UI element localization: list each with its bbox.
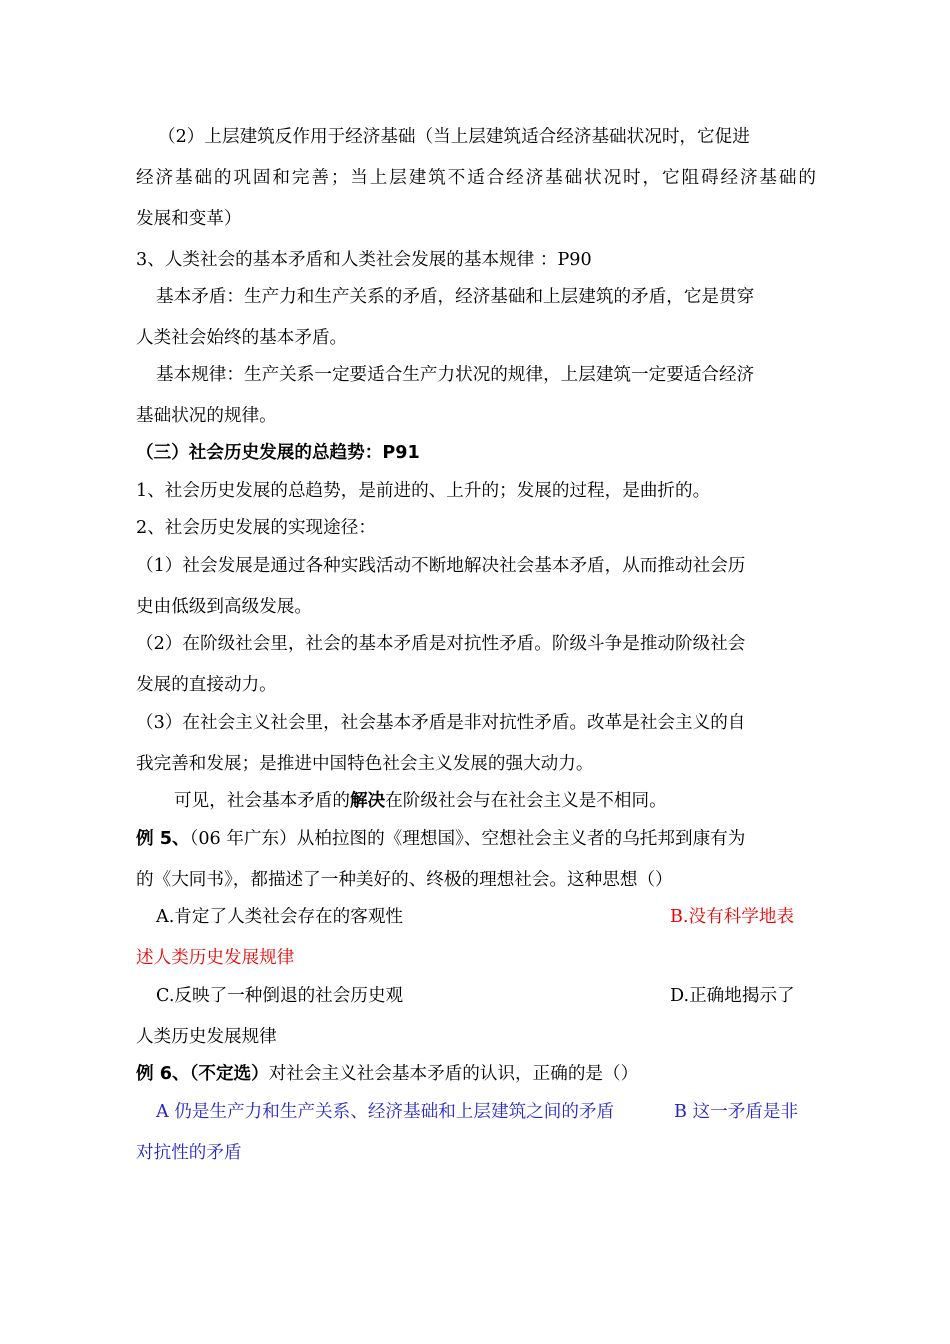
emphasis-text: 解决: [349, 791, 386, 811]
option-b-continued: 对抗性的矛盾: [136, 1143, 242, 1163]
example-label: 例 6、（不定选）: [136, 1064, 269, 1084]
option-row: [136, 1100, 816, 1124]
text-run: 在阶级社会与在社会主义是不相同。: [385, 791, 667, 811]
option-b-answer: B 这一矛盾是非: [674, 1102, 799, 1122]
text-run: 可见，社会基本矛盾的: [174, 791, 350, 811]
text-line: 2、社会历史发展的实现途径：: [136, 518, 376, 538]
section-heading: 3、人类社会的基本矛盾和人类社会发展的基本规律 ：P90: [136, 250, 592, 270]
section-heading: （三）社会历史发展的总趋势：P91: [136, 443, 420, 463]
text-line: 我完善和发展；是推进中国特色社会主义发展的强大动力。: [136, 754, 594, 774]
text-line: 基本矛盾：生产力和生产关系的矛盾，经济基础和上层建筑的矛盾，它是贯穿: [156, 287, 755, 307]
example-question: [136, 827, 816, 851]
text-line: 发展的直接动力。: [136, 675, 277, 695]
text-line: 的《大同书》，都描述了一种美好的、终极的理想社会。这种思想（）: [136, 870, 673, 890]
option-b-answer: B.没有科学地表: [670, 907, 795, 927]
text-run: （06 年广东）从柏拉图的《理想国》、空想社会主义者的乌托邦到康有为: [189, 829, 746, 849]
text-line: 基础状况的规律。: [136, 406, 277, 426]
text-line: 史由低级到高级发展。: [136, 597, 312, 617]
option-b-continued: 述人类历史发展规律: [136, 948, 295, 968]
text-line: [136, 789, 816, 813]
option-c: C.反映了一种倒退的社会历史观: [156, 986, 404, 1006]
text-line: 经济基础的巩固和完善；当上层建筑不适合经济基础状况时，它阻碍经济基础的: [136, 168, 816, 188]
text-line: 发展和变革）: [136, 209, 242, 229]
option-a-answer: A 仍是生产力和生产关系、经济基础和上层建筑之间的矛盾: [156, 1102, 615, 1122]
text-line: 1、社会历史发展的总趋势，是前进的、上升的；发展的过程，是曲折的。: [136, 481, 711, 501]
text-line: （3）在社会主义社会里，社会基本矛盾是非对抗性矛盾。改革是社会主义的自: [136, 713, 746, 733]
option-d-continued: 人类历史发展规律: [136, 1027, 277, 1047]
option-a: A.肯定了人类社会存在的客观性: [156, 907, 404, 927]
text-line: 基本规律：生产关系一定要适合生产力状况的规律，上层建筑一定要适合经济: [156, 365, 755, 385]
text-line: （1）社会发展是通过各种实践活动不断地解决社会基本矛盾，从而推动社会历: [136, 556, 746, 576]
text-line: （2）在阶级社会里，社会的基本矛盾是对抗性矛盾。阶级斗争是推动阶级社会: [136, 634, 746, 654]
option-row: [136, 984, 816, 1008]
example-question: [136, 1062, 816, 1086]
option-d: D.正确地揭示了: [670, 986, 795, 1006]
example-label: 例 5、: [136, 829, 190, 849]
option-row: [136, 905, 816, 929]
text-line: （2）上层建筑反作用于经济基础（当上层建筑适合经济基础状况时，它促进: [158, 127, 750, 147]
text-line: 人类社会始终的基本矛盾。: [136, 328, 348, 348]
text-run: 对社会主义社会基本矛盾的认识，正确的是（）: [268, 1064, 639, 1084]
